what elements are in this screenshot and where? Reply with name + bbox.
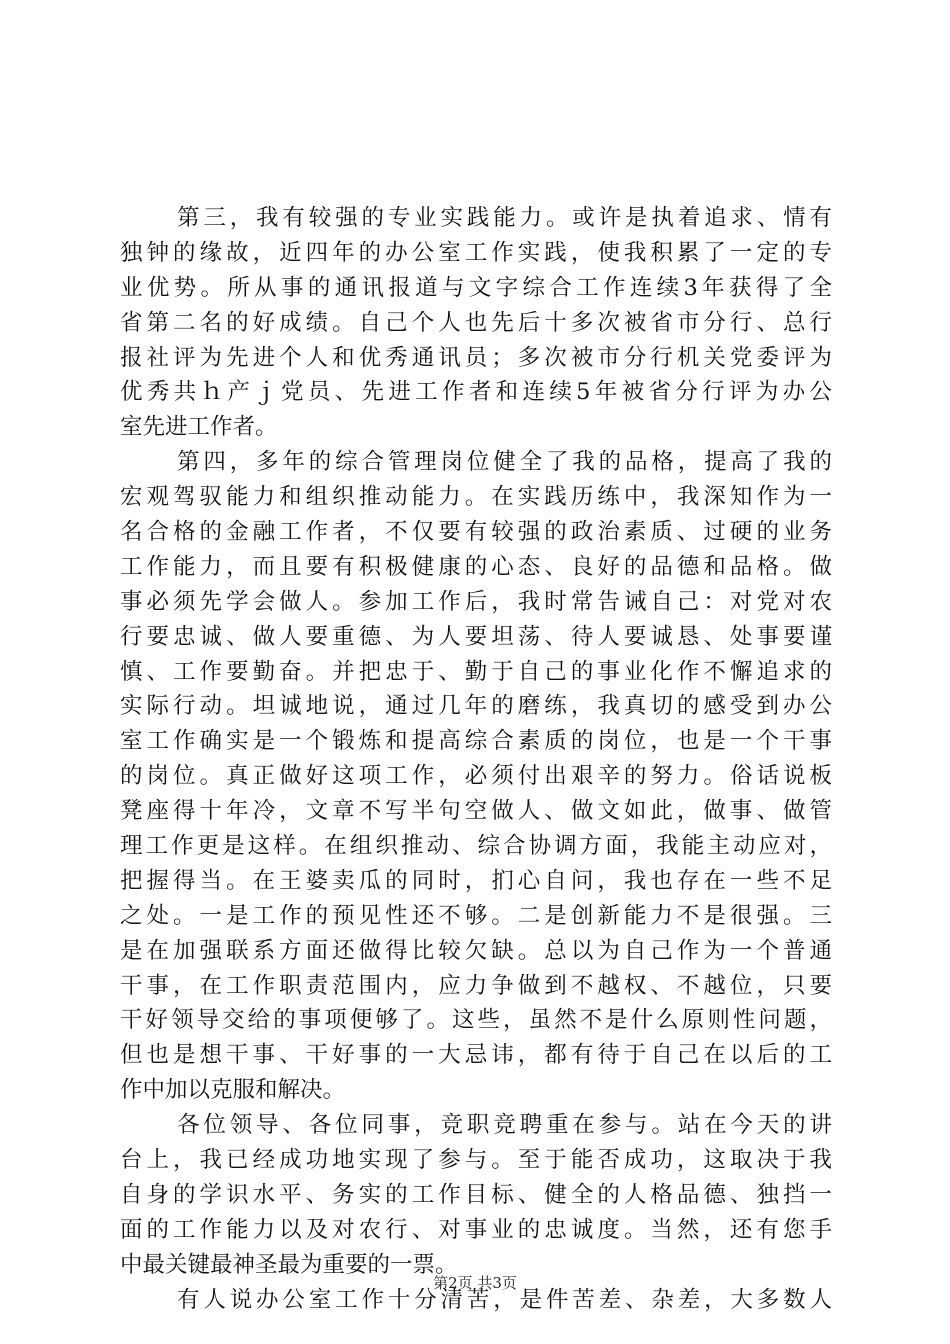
text-line: 实际行动。坦诚地说，通过几年的磨练，我真切的感受到办公 xyxy=(120,693,832,720)
text-line: 事必须先学会做人。参加工作后，我时常告诫自己：对党对农 xyxy=(120,588,832,615)
text-line: 行要忠诚、做人要重德、为人要坦荡、待人要诚恳、处事要谨 xyxy=(120,623,832,650)
text-line: 是在加强联系方面还做得比较欠缺。总以为自己作为一个普通 xyxy=(120,937,832,964)
text-line: 干好领导交给的事项便够了。这些，虽然不是什么原则性问题， xyxy=(120,1007,832,1034)
page-footer: 第2页 共3页 xyxy=(433,1274,517,1292)
text-line: 自身的学识水平、务实的工作目标、健全的人格品德、独挡一 xyxy=(120,1181,832,1208)
text-line: 理工作更是这样。在组织推动、综合协调方面，我能主动应对， xyxy=(120,833,832,860)
text-line: 干事，在工作职责范围内，应力争做到不越权、不越位，只要 xyxy=(120,972,832,999)
text-line: 宏观驾驭能力和组织推动能力。在实践历练中，我深知作为一 xyxy=(120,484,832,511)
text-line: 之处。一是工作的预见性还不够。二是创新能力不是很强。三 xyxy=(120,902,832,929)
text-line: 独钟的缘故，近四年的办公室工作实践，使我积累了一定的专 xyxy=(120,239,832,266)
text-line: 作中加以克服和解决。 xyxy=(120,1077,346,1104)
text-line: 第三，我有较强的专业实践能力。或许是执着追求、情有 xyxy=(177,205,832,231)
text-line: 台上，我已经成功地实现了参与。至于能否成功，这取决于我 xyxy=(120,1147,832,1174)
text-line: 工作能力，而且要有积极健康的心态、良好的品德和品格。做 xyxy=(120,553,832,580)
text-line: 把握得当。在王婆卖瓜的同时，扪心自问，我也存在一些不足 xyxy=(120,867,832,894)
text-line: 有人说办公室工作十分清苦，是件苦差、杂差，大多数人 xyxy=(177,1286,832,1313)
text-line: 凳座得十年冷，文章不写半句空做人、做文如此，做事、做管 xyxy=(120,798,832,825)
text-line: 的岗位。真正做好这项工作，必须付出艰辛的努力。俗话说板 xyxy=(120,763,832,790)
body-text xyxy=(120,201,832,1318)
text-line: 慎、工作要勤奋。并把忠于、勤于自己的事业化作不懈追求的 xyxy=(120,658,832,685)
text-line: 名合格的金融工作者，不仅要有较强的政治素质、过硬的业务 xyxy=(120,519,832,546)
text-line: 业优势。所从事的通讯报道与文字综合工作连续3年获得了全 xyxy=(120,274,832,301)
text-line: 室工作确实是一个锻炼和提高综合素质的岗位，也是一个干事 xyxy=(120,728,832,755)
text-line: 第四，多年的综合管理岗位健全了我的品格，提高了我的 xyxy=(177,449,832,476)
text-line: 省第二名的好成绩。自己个人也先后十多次被省市分行、总行 xyxy=(120,309,832,336)
text-line: 但也是想干事、干好事的一大忌讳，都有待于自己在以后的工 xyxy=(120,1042,832,1069)
text-line: 室先进工作者。 xyxy=(120,414,278,441)
text-line: 报社评为先进个人和优秀通讯员；多次被市分行机关党委评为 xyxy=(120,344,832,371)
text-line: 中最关键最神圣最为重要的一票。 xyxy=(120,1251,458,1278)
text-line: 面的工作能力以及对农行、对事业的忠诚度。当然，还有您手 xyxy=(120,1216,832,1243)
text-line: 各位领导、各位同事，竞职竞聘重在参与。站在今天的讲 xyxy=(177,1112,832,1139)
text-line: 优秀共ｈ产ｊ党员、先进工作者和连续5年被省分行评为办公 xyxy=(120,379,832,406)
